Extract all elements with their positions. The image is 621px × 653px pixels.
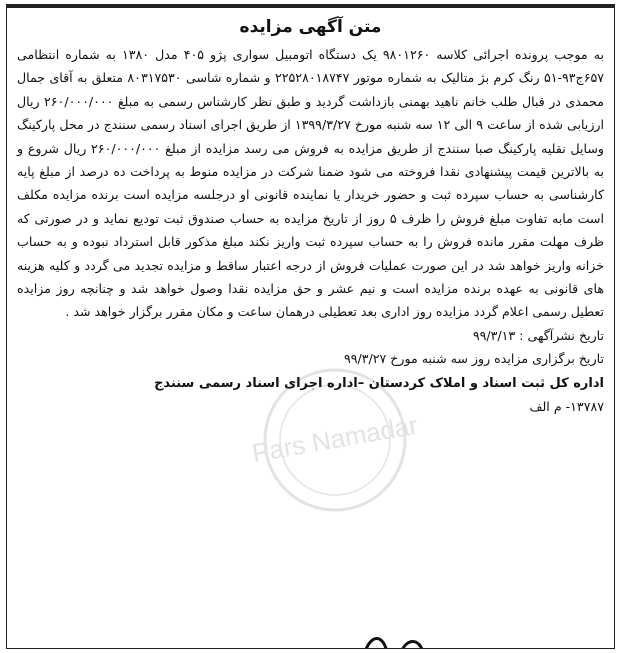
publish-date: تاریخ نشرآگهی : ۹۹/۳/۱۳ (472, 327, 604, 343)
reference-number: ۱۳۷۸۷- م الف (529, 398, 604, 414)
notice-body: به موجب پرونده اجرائی کلاسه ۹۸۰۱۲۶۰ یک دستگاه اتومبیل سواری پژو ۴۰۵ مدل ۱۳۸۰ به شماره انتظامی ۶۵۷ج۹۳-۵۱ رنگ کرم بژ متالیک به شماره موتور ۲۲۵۲۸۰۱۸۷۴۷ و شماره شاسی ۸۰۳۱۷۵۳۰ متعلق به آقای جمال محمدی در قبال طلب خانم ناهید بهمنی بازداشت گردید و طبق نظر کارشناس رسمی به مبلغ ۲۶۰/۰۰۰/۰۰۰ ریال ارزیابی شده از ساعت ۹ الی ۱۲ سه شنبه مورخ ۱۳۹۹/۳/۲۷ از طریق اجرای اسناد رسمی سنندج در محل پارکینگ وسایل نقلیه پارکینگ صبا سنندج از طریق مزایده به فروش می رسد مزایده از مبلغ ۲۶۰/۰۰۰/۰۰۰ ریال شروع و به بالاترین قیمت پیشنهادی نقدا فروخته می شود ضمنا شرکت در مزایده منوط به پرداخت ده درصد از مبلغ پایه کارشناسی به حساب سپرده ثبت و حضور خریدار یا نماینده قانونی او درجلسه مزایده است برنده مزایده مکلف است مابه تفاوت مبلغ فروش را ظرف ۵ روز از تاریخ مزایده به حساب صندوق ثبت تودیع نماید و در صورتی که ظرف مهلت مقرر مانده فروش را به حساب سپرده ثبت واریز نکند مبلغ مذکور قابل استرداد نبوده و به حساب خزانه واریز خواهد شد در این صورت عملیات فروش از درجه اعتبار ساقط و مزایده تجدید می گردد و کلیه هزینه های قانونی به عهده برنده مزایده است و نیم عشر و حق مزایده نقدا وصول خواهد شد و چنانچه روز مزایده تعطیل رسمی اعلام گردد مزایده روز اداری بعد تعطیلی درهمان ساعت و مکان مقرر برگزار خواهد شد . (17, 47, 605, 320)
watermark-text: Pars Namadar (249, 409, 420, 469)
auction-notice (6, 4, 615, 649)
issuing-authority: اداره کل ثبت اسناد و املاک کردستان –اداره اجرای اسناد رسمی سنندج (154, 375, 604, 391)
top-border-rule (7, 5, 614, 8)
scan-artifact-mark (357, 630, 437, 649)
notice-dates (7, 324, 614, 370)
notice-title: متن آگهی مزایده (239, 17, 382, 37)
auction-date: تاریخ برگزاری مزایده روز سه شنبه مورخ ۹۹/۳/۲۷ (343, 350, 604, 366)
